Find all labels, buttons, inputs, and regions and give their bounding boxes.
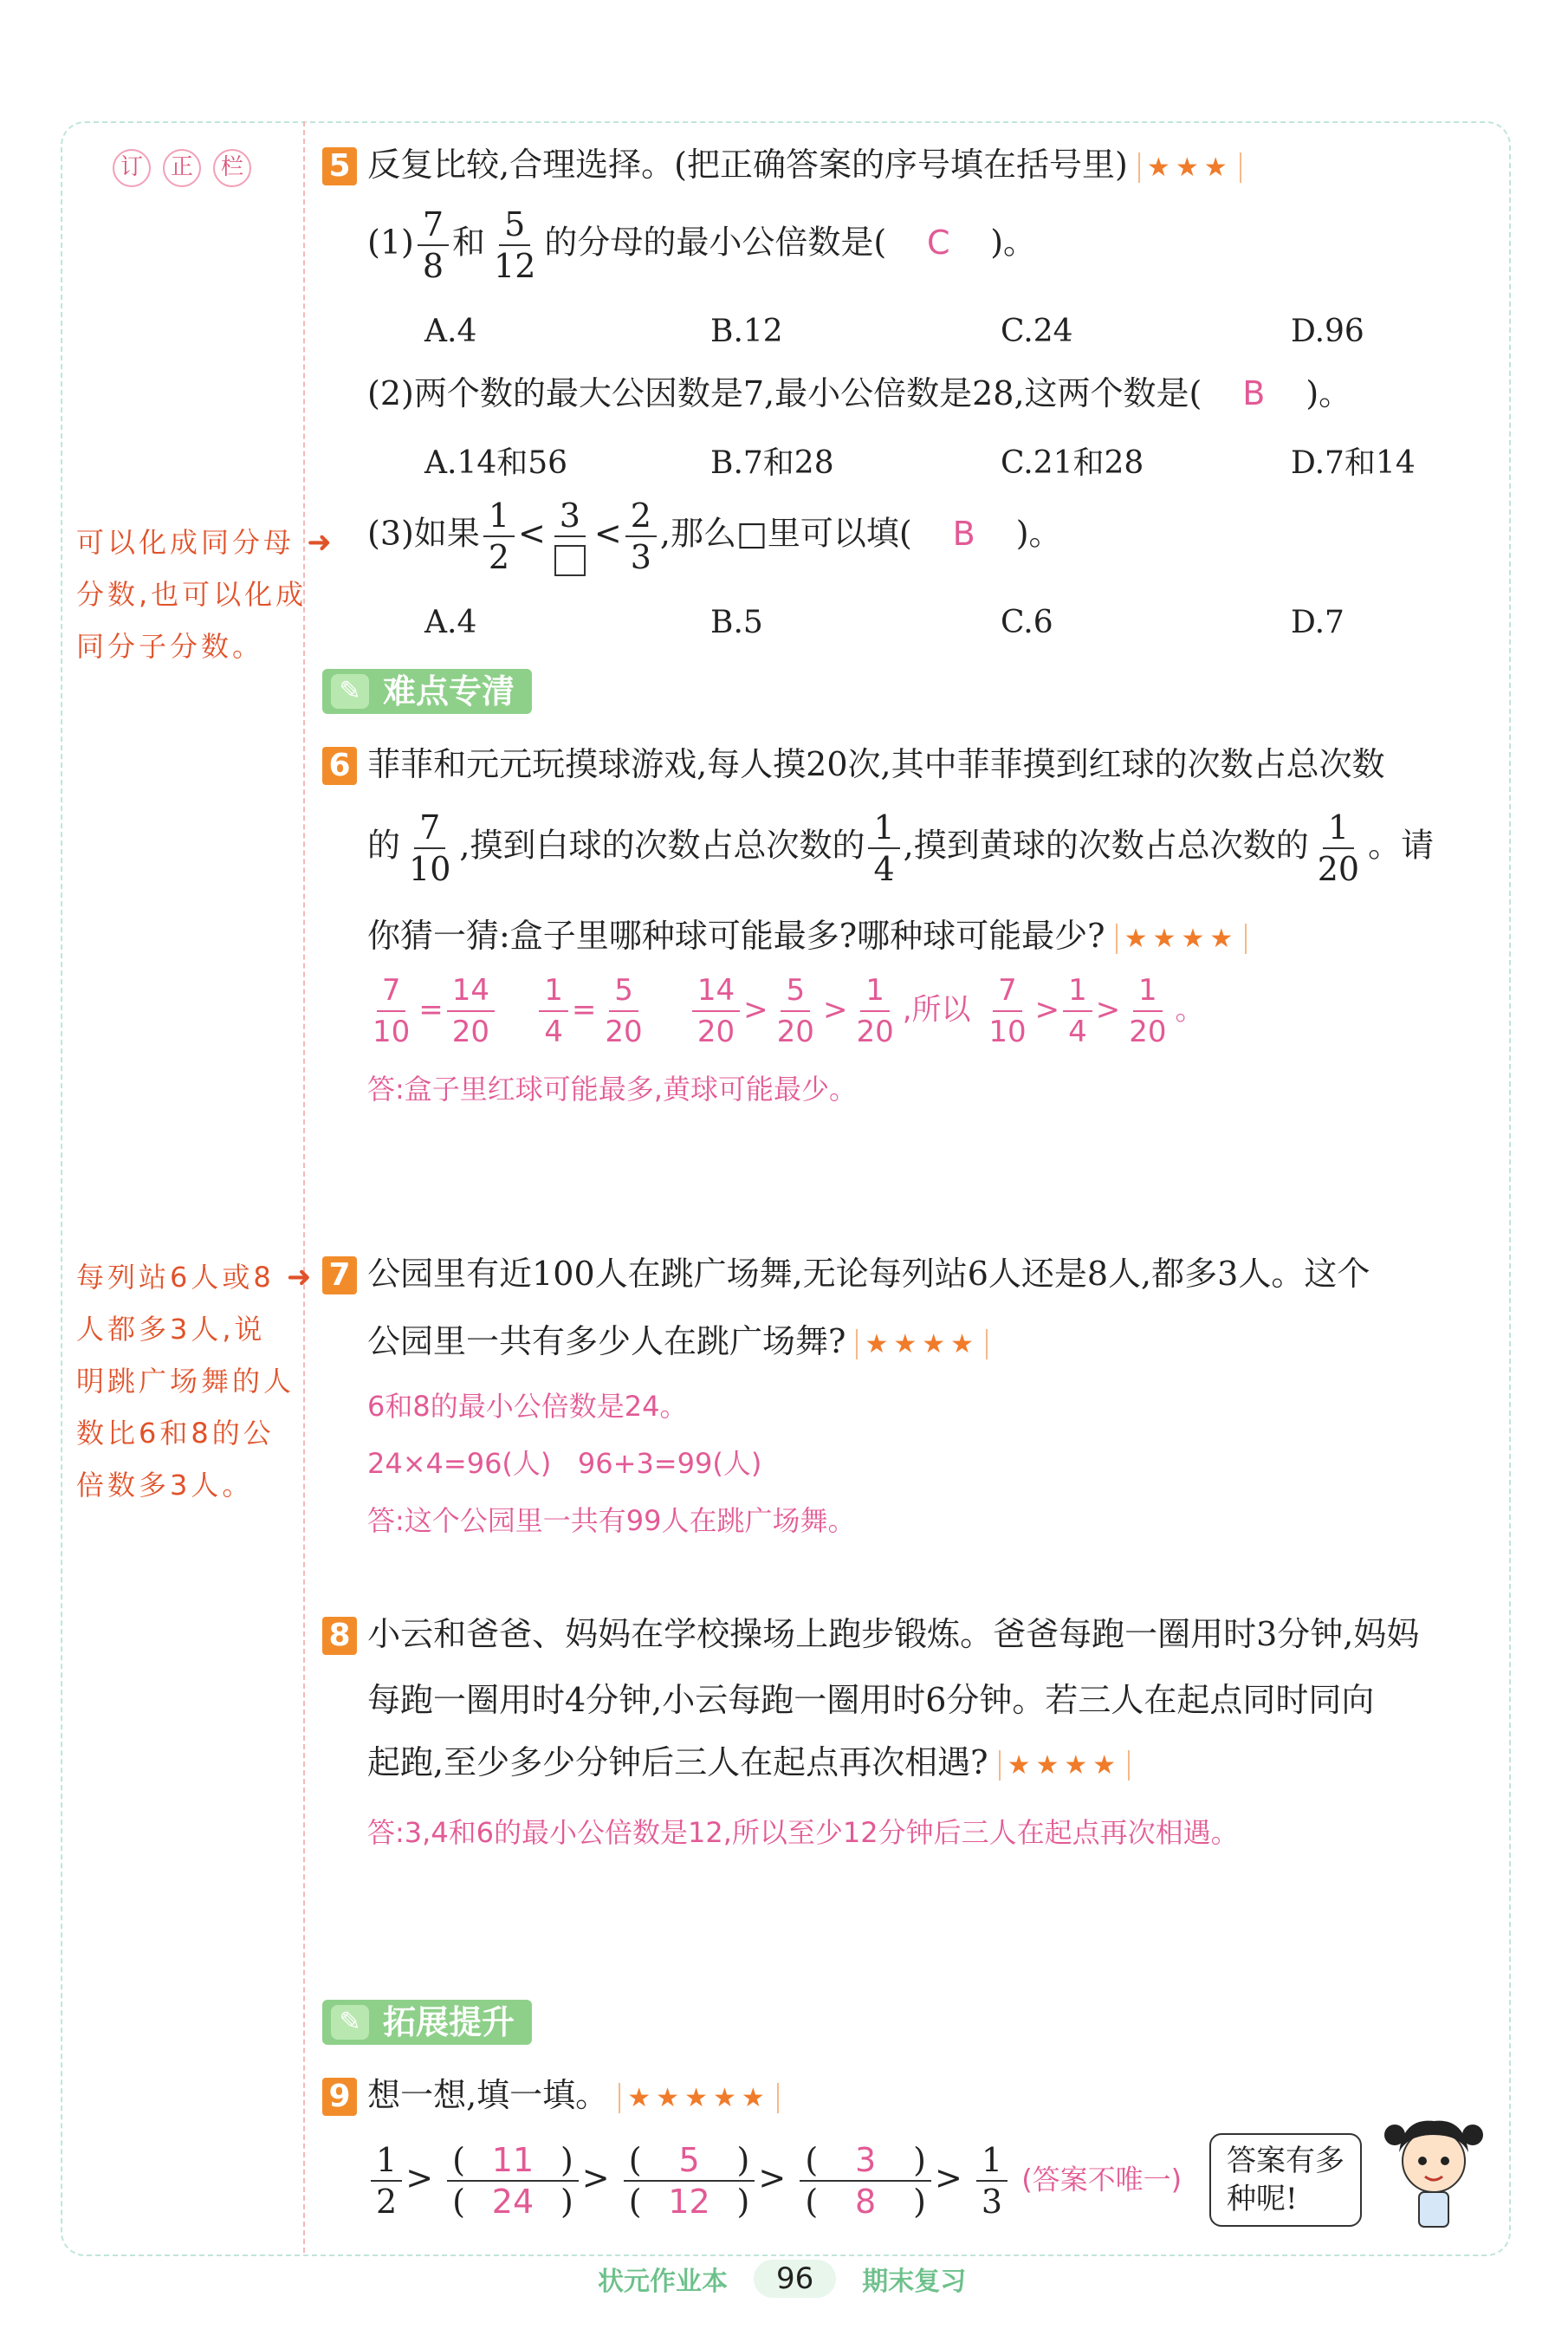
fraction [483,496,515,577]
q6-line3 [367,917,1247,958]
numerator: 7 [993,970,1022,1012]
q7-work1: 6和8的最小公倍数是24。 [367,1390,688,1423]
greater-than: > [581,2158,610,2197]
numerator-blank[interactable]: ( 5 ) [624,2140,755,2182]
numerator: 1 [483,496,515,537]
denominator: 20 [776,1015,814,1049]
fraction [447,2140,579,2222]
fraction [800,2140,931,2222]
q6-answer: 答:盒子里红球可能最多,黄球可能最少。 [367,1073,857,1106]
numerator: 1 [1323,808,1354,849]
question-number: 6 [322,747,357,785]
numerator: 7 [418,204,449,246]
note-line: 同分子分数。 [76,630,264,663]
fraction [868,808,899,889]
option-c: C.21和28 [1001,445,1144,481]
denominator: 2 [488,538,510,576]
fraction [1124,970,1171,1052]
question-text: 。请 [1368,826,1435,865]
option-a: A.4 [424,605,477,640]
numerator: 2 [625,496,657,537]
revision-column [61,121,305,2253]
numerator: 5 [499,204,530,246]
denominator: 20 [1317,850,1360,888]
less-than: < [518,514,546,553]
footer-book-title: 状元作业本 [598,2267,728,2297]
q6-line2 [367,808,1434,889]
revision-header [113,149,251,187]
numerator: 1 [539,970,568,1012]
question-text: 公园里一共有多少人在跳广场舞? [367,1322,846,1360]
question-text: 菲菲和元元玩摸球游戏,每人摸20次,其中菲菲摸到红球的次数占总次数 [367,745,1385,783]
fraction [976,2140,1008,2222]
period: 。 [1175,992,1205,1028]
denominator-blank[interactable]: ( 12 ) [628,2183,750,2221]
fraction [404,808,456,889]
footer-section-title: 期末复习 [862,2267,967,2297]
q8-line1 [322,1615,1419,1655]
note-line: 每列站6人或8 [76,1261,275,1294]
answer-value: 5 [678,2141,700,2179]
answer-blank[interactable]: B [952,514,975,553]
page-footer [598,2260,966,2298]
numerator: 7 [377,970,406,1012]
numerator: 5 [781,970,810,1012]
q5-part3-options [424,605,1464,640]
q9-heading [322,2076,779,2118]
side-note-q5 [76,516,335,672]
denominator-box [549,537,591,577]
question-number: 7 [322,1256,357,1294]
q5-heading [322,146,1241,187]
question-text: ,摸到白球的次数占总次数的 [459,826,865,865]
fraction [983,970,1031,1052]
section-badge-difficult [322,669,532,714]
numerator: 1 [860,970,890,1012]
note-line: 明跳广场舞的人 [76,1365,295,1398]
q5-part2 [367,374,1351,412]
greater-than: > [405,2158,434,2197]
denominator: 20 [451,1015,490,1049]
q7-line1 [322,1255,1370,1294]
fraction [489,204,541,286]
pencil-icon: ✎ [331,674,369,709]
option-c: C.6 [1001,605,1053,640]
denominator-blank[interactable]: ( 24 ) [452,2183,573,2221]
fraction [1312,808,1364,889]
numerator: 1 [1063,970,1092,1012]
q7-line2 [367,1322,988,1364]
denominator: 4 [1068,1015,1087,1049]
question-text: )。 [1306,374,1352,412]
denominator: 20 [605,1015,643,1049]
option-a: A.4 [424,314,477,349]
equals: = [571,992,597,1028]
question-text: ,摸到黄球的次数占总次数的 [903,826,1309,865]
option-d: D.7和14 [1291,445,1416,481]
q5-part1 [367,204,1036,286]
numerator-blank[interactable]: ( 11 ) [447,2140,579,2182]
difficulty-stars: ★★★ [1138,152,1241,183]
arrow-right-icon: ➜ [307,525,335,560]
denominator: 3 [981,2183,1003,2221]
q7-answer: 答:这个公园里一共有99人在跳广场舞。 [367,1504,856,1537]
answer-value: 8 [855,2183,877,2221]
difficulty-stars: ★★★★ [1116,924,1247,954]
part-label: (1) [367,223,414,262]
numerator: 14 [692,970,740,1012]
bubble-line: 答案有多 [1227,2144,1344,2178]
section-badge-extension [322,2000,532,2045]
answer-value: 11 [491,2141,535,2179]
question-number: 8 [322,1617,357,1655]
speech-bubble [1209,2133,1362,2227]
greater-than: > [1034,992,1060,1028]
connector-text: 和 [452,223,486,262]
answer-value: 12 [668,2183,710,2221]
denominator: 20 [697,1015,735,1049]
difficulty-stars: ★★★★ [856,1329,988,1359]
greater-than: > [743,992,768,1028]
greater-than: > [822,992,848,1028]
question-text: (2)两个数的最大公因数是7,最小公倍数是28,这两个数是( [367,374,1202,412]
girl-cartoon-icon [1377,2109,1490,2230]
numerator-blank[interactable]: ( 3 ) [800,2140,931,2182]
fraction [692,970,740,1052]
fraction [539,970,568,1052]
numerator: 3 [554,496,586,537]
q7-work2: 24×4=96(人) 96+3=99(人) [367,1447,762,1480]
denominator: 20 [1129,1015,1167,1049]
q5-part3 [367,496,1062,577]
fraction [549,496,591,577]
option-c: C.24 [1001,314,1073,349]
q5-part2-options [424,438,1464,483]
section-title: 拓展提升 [383,2003,515,2041]
revision-char: 栏 [213,149,251,187]
note-line: 可以化成同分母 [76,526,295,559]
answer-blank[interactable]: B [1242,374,1266,412]
numerator: 1 [976,2140,1008,2182]
connector-text: ,所以 [902,992,971,1028]
answer-blank[interactable]: C [926,223,950,262]
arrow-right-icon: ➜ [286,1260,315,1294]
fraction [367,970,415,1052]
revision-char: 正 [163,149,201,187]
answer-value: 3 [855,2141,877,2179]
denominator: 10 [409,850,451,888]
denominator: 20 [856,1015,894,1049]
square-box-icon [554,545,586,576]
note-line: 数比6和8的公 [76,1417,275,1450]
q8-line2: 每跑一圈用时4分钟,小云每跑一圈用时6分钟。若三人在起点同时同向 [367,1681,1375,1719]
question-text: )。 [1015,514,1062,553]
note-line: 人都多3人,说 [76,1313,266,1346]
q9-fraction-chain [367,2140,1182,2222]
q8-answer: 答:3,4和6的最小公倍数是12,所以至少12分钟后三人在起点再次相遇。 [367,1816,1239,1849]
question-number: 5 [322,147,357,185]
denominator: 2 [376,2183,398,2221]
question-text: ,那么□里可以填( [659,514,912,553]
denominator: 12 [494,247,536,285]
part-label: (3)如果 [367,514,480,553]
greater-than: > [758,2158,787,2197]
side-note-q7 [76,1251,314,1511]
question-text: 的 [367,826,401,865]
answer-note: (答案不唯一) [1021,2163,1182,2196]
fraction [772,970,820,1052]
note-line: 分数,也可以化成 [76,578,308,611]
question-text: 的分母的最小公倍数是( [544,223,887,262]
page-number: 96 [754,2260,836,2298]
question-text: 公园里有近100人在跳广场舞,无论每列站6人还是8人,都多3人。这个 [367,1255,1370,1293]
q6-work [364,970,1205,1052]
equals: = [418,992,444,1028]
fraction [447,970,495,1052]
question-text: 想一想,填一填。 [367,2076,609,2114]
question-number: 9 [322,2078,357,2116]
fraction [1063,970,1092,1052]
option-b: B.7和28 [710,445,834,481]
denominator: 8 [422,247,444,285]
greater-than: > [1095,992,1121,1028]
fraction [625,496,657,577]
q5-title: 反复比较,合理选择。(把正确答案的序号填在括号里) [367,146,1128,184]
greater-than: > [934,2158,962,2197]
option-a: A.14和56 [424,445,568,481]
q5-part1-options [424,314,1464,349]
note-line: 倍数多3人。 [76,1469,254,1502]
numerator: 1 [1133,970,1163,1012]
denominator: 3 [630,538,651,576]
less-than: < [593,514,622,553]
q8-line3 [367,1743,1130,1785]
numerator: 14 [447,970,495,1012]
difficulty-stars: ★★★★★ [619,2083,778,2113]
option-b: B.5 [710,605,763,640]
denominator-blank[interactable]: ( 8 ) [805,2183,926,2221]
revision-char: 订 [113,149,151,187]
fraction [599,970,647,1052]
fraction [851,970,898,1052]
option-d: D.96 [1291,314,1364,349]
numerator: 1 [371,2140,402,2182]
fraction [418,204,449,286]
fraction [624,2140,755,2222]
pencil-icon: ✎ [331,2005,369,2040]
q6-line1 [322,745,1385,785]
numerator: 5 [609,970,638,1012]
fraction [371,2140,402,2222]
denominator: 10 [373,1015,411,1049]
difficulty-stars: ★★★★ [999,1750,1131,1781]
question-text: 起跑,至少多少分钟后三人在起点再次相遇? [367,1743,988,1781]
question-text: 你猜一猜:盒子里哪种球可能最多?哪种球可能最少? [367,917,1105,955]
numerator: 7 [414,808,445,849]
denominator: 10 [988,1015,1027,1049]
option-d: D.7 [1291,605,1344,640]
question-text: )。 [990,223,1037,262]
section-title: 难点专清 [383,672,515,710]
option-b: B.12 [710,314,783,349]
bubble-line: 种呢! [1227,2182,1298,2216]
denominator: 4 [544,1015,563,1049]
answer-value: 24 [491,2183,535,2221]
denominator: 4 [873,850,895,888]
question-text: 小云和爸爸、妈妈在学校操场上跑步锻炼。爸爸每跑一圈用时3分钟,妈妈 [367,1615,1420,1653]
numerator: 1 [868,808,899,849]
